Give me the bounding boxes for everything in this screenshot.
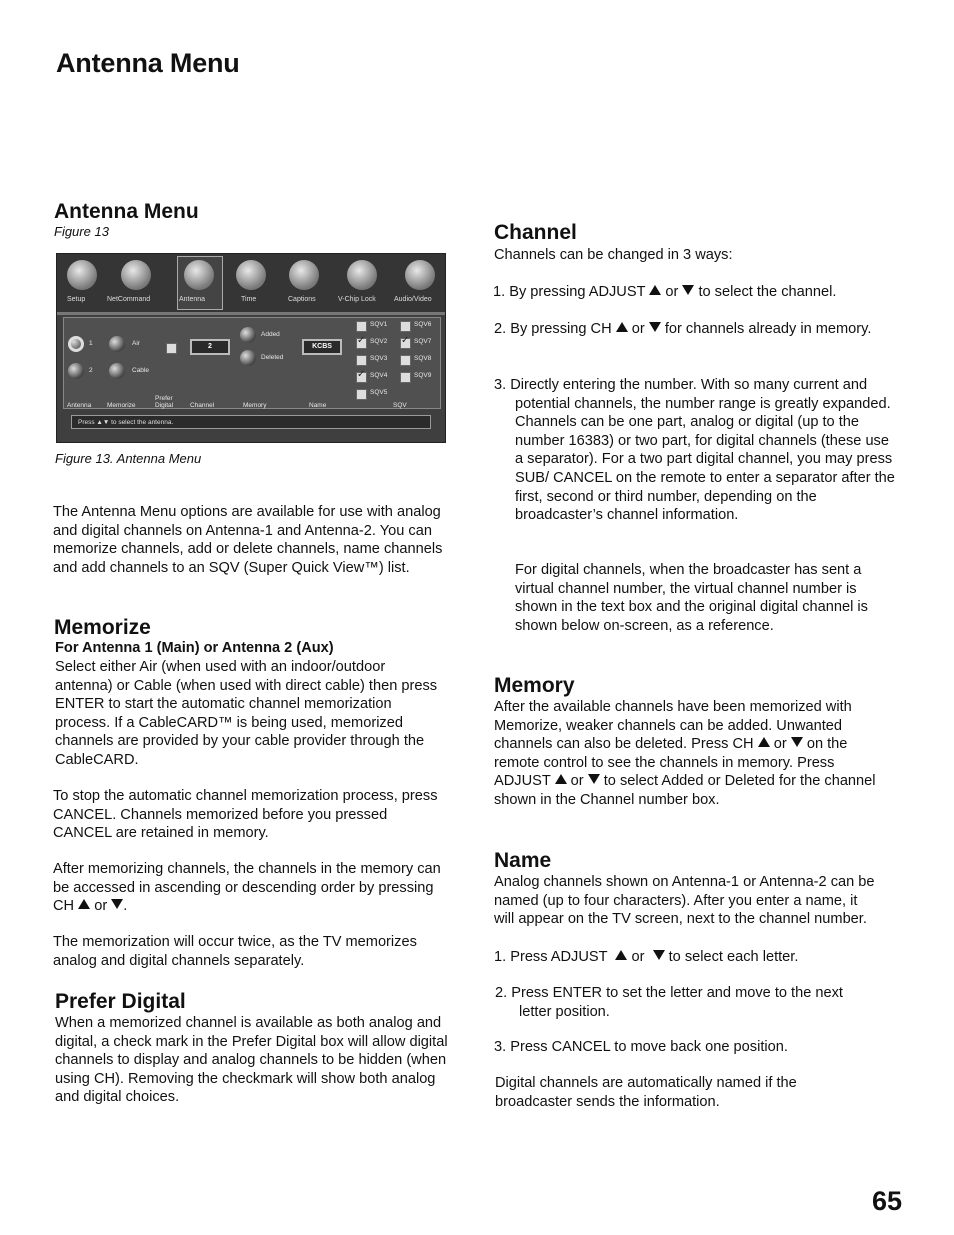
channel-name-box: KCBS bbox=[302, 339, 342, 355]
air-label: Air bbox=[132, 340, 140, 347]
sqv8-label: SQV8 bbox=[414, 355, 432, 362]
down-arrow-icon bbox=[111, 899, 123, 909]
sqv4-checkbox bbox=[356, 372, 367, 383]
memorize-paragraph-3 bbox=[53, 860, 449, 916]
page-number: 65 bbox=[871, 1186, 902, 1216]
sqv2-label: SQV2 bbox=[370, 338, 388, 345]
channel-heading: Channel bbox=[494, 221, 577, 244]
name-intro: Analog channels shown on Antenna-1 or Antenna-2 can be named (up to four characters). After you enter a name, it will appear on the TV screen, next to the channel number. bbox=[494, 874, 875, 928]
sqv2-checkbox bbox=[356, 338, 367, 349]
channel-method-2 bbox=[494, 320, 875, 339]
sqv3-label: SQV3 bbox=[370, 355, 388, 362]
menu-label-setup: Setup bbox=[67, 296, 86, 303]
up-arrow-icon bbox=[78, 899, 90, 909]
deleted-label: Deleted bbox=[261, 354, 284, 361]
sqv9-label: SQV9 bbox=[414, 372, 432, 379]
setup-icon bbox=[67, 260, 97, 290]
up-arrow-icon bbox=[615, 950, 627, 960]
memory-or-1: or bbox=[773, 736, 787, 753]
memorize-p3-or: or bbox=[94, 898, 108, 915]
intro-paragraph: The Antenna Menu options are available for use with analog and digital channels on Antenna-1 and Antenna-2. You can memorize channels, add or delete channels, name channels and add channels to an SQV (Super Quick View™) list. bbox=[53, 504, 443, 576]
col-label-antenna: Antenna bbox=[67, 402, 92, 409]
memory-or-2: or bbox=[570, 773, 584, 790]
memorize-subheading: For Antenna 1 (Main) or Antenna 2 (Aux) bbox=[55, 640, 334, 656]
time-icon bbox=[236, 260, 266, 290]
memorize-paragraph-2: To stop the automatic channel memorization process, press CANCEL. Channels memorized before you pressed CANCEL are retained in memory. bbox=[53, 788, 438, 842]
channel-method-1 bbox=[493, 283, 885, 302]
menu-label-antenna: Antenna bbox=[179, 296, 206, 303]
col-label-prefer-digital: Prefer Digital bbox=[155, 395, 174, 409]
sqv8-checkbox bbox=[400, 355, 411, 366]
figure-label: Figure 13 bbox=[54, 224, 109, 239]
sqv4-label: SQV4 bbox=[370, 372, 388, 379]
sqv3-checkbox bbox=[356, 355, 367, 366]
down-arrow-icon bbox=[649, 322, 661, 332]
channel-method-3: 3. Directly entering the number. With so many current and potential channels, the number range is greatly expanded. Channels can be one part, analog or digital (up to the number 16383) or two part, for digital channels (these use a separator). For a two part digital channel, you may press SUB/ CANCEL on the remote to enter a separator after the first, second or third number, depending on the broadcaster’s channel information. bbox=[494, 377, 895, 524]
figure-caption: Figure 13. Antenna Menu bbox=[55, 451, 202, 466]
menu-status-bar: Press ▲▼ to select the antenna. bbox=[71, 415, 431, 429]
channel-virtual-note: For digital channels, when the broadcaster has sent a virtual channel number, the virtual channel number is shown in the text box and the original digital channel is shown below on-screen, as a reference. bbox=[515, 562, 868, 634]
menu-label-netcommand: NetCommand bbox=[107, 296, 151, 303]
memory-heading: Memory bbox=[494, 674, 575, 697]
name-step-3: 3. Press CANCEL to move back one position. bbox=[494, 1039, 788, 1055]
sqv5-checkbox bbox=[356, 389, 367, 400]
channel-number-box: 2 bbox=[190, 339, 230, 355]
audio-video-icon bbox=[405, 260, 435, 290]
channel-method-1-text: 1. By pressing ADJUST bbox=[493, 284, 646, 300]
page-title: Antenna Menu bbox=[56, 48, 240, 78]
col-label-memory: Memory bbox=[243, 402, 267, 409]
menu-label-vchip: V-Chip Lock bbox=[338, 296, 376, 303]
antenna-icon bbox=[184, 260, 214, 290]
sqv9-checkbox bbox=[400, 372, 411, 383]
memory-text-1: After the available channels have been memorized with Memorize, weaker channels can be added. Unwanted channels can also be deleted. Press CH bbox=[494, 699, 852, 753]
cable-label: Cable bbox=[132, 367, 149, 374]
sqv6-label: SQV6 bbox=[414, 321, 432, 328]
memorize-p3-end: . bbox=[123, 898, 128, 915]
name-step-1-text: 1. Press ADJUST bbox=[494, 949, 608, 965]
prefer-digital-paragraph: When a memorized channel is available as both analog and digital, a check mark in the Prefer Digital box will allow digital channels to display and analog channels to be hidden (when using CH). Removing the checkmark will show both analog and digital choices. bbox=[55, 1015, 448, 1106]
channel-method-2-or: or bbox=[631, 321, 645, 337]
netcommand-icon bbox=[121, 260, 151, 290]
up-arrow-icon bbox=[616, 322, 628, 332]
lock-icon bbox=[347, 260, 377, 290]
col-label-name: Name bbox=[309, 402, 327, 409]
antenna-2-label: 2 bbox=[89, 367, 93, 374]
cable-radio bbox=[109, 363, 125, 379]
antenna-1-radio bbox=[68, 336, 84, 352]
sqv1-checkbox bbox=[356, 321, 367, 332]
prefer-digital-heading: Prefer Digital bbox=[55, 990, 186, 1013]
name-heading: Name bbox=[494, 849, 552, 872]
col-label-channel: Channel bbox=[190, 402, 215, 409]
memorize-heading: Memorize bbox=[54, 616, 151, 639]
menu-label-time: Time bbox=[241, 296, 257, 303]
menu-label-captions: Captions bbox=[288, 296, 316, 303]
sqv7-checkbox bbox=[400, 338, 411, 349]
prefer-digital-checkbox bbox=[166, 343, 177, 354]
antenna-2-radio bbox=[68, 363, 84, 379]
channel-intro: Channels can be changed in 3 ways: bbox=[494, 247, 733, 263]
antenna-menu-screenshot bbox=[56, 253, 446, 443]
channel-method-2-text: 2. By pressing CH bbox=[494, 321, 612, 337]
memorize-paragraph-1: Select either Air (when used with an indoor/outdoor antenna) or Cable (when used with direct cable) then press ENTER to start the automatic channel memorization process. If a CableCARD™ is being used, memorized channels are provided by your cable provider through the CableCARD. bbox=[55, 659, 438, 768]
added-radio bbox=[240, 327, 256, 343]
added-label: Added bbox=[261, 331, 280, 338]
captions-icon bbox=[289, 260, 319, 290]
name-step-2: 2. Press ENTER to set the letter and move to the next letter position. bbox=[495, 985, 843, 1020]
memorize-paragraph-4: The memorization will occur twice, as the TV memorizes analog and digital channels separately. bbox=[53, 934, 417, 969]
up-arrow-icon bbox=[649, 285, 661, 295]
name-outro: Digital channels are automatically named if the broadcaster sends the information. bbox=[495, 1075, 797, 1110]
air-radio bbox=[109, 336, 125, 352]
antenna-menu-heading: Antenna Menu bbox=[54, 200, 199, 223]
down-arrow-icon bbox=[682, 285, 694, 295]
memory-text-3: to select Added or Deleted for the channel shown in the Channel number box. bbox=[494, 773, 876, 808]
name-step-1-end: to select each letter. bbox=[668, 949, 799, 965]
name-step-1-or: or bbox=[631, 949, 645, 965]
col-label-sqv: SQV bbox=[393, 402, 407, 409]
up-arrow-icon bbox=[555, 774, 567, 784]
channel-method-1-or: or bbox=[665, 284, 679, 300]
memory-text-2: on the remote control to see the channels in memory. Press ADJUST bbox=[494, 736, 848, 790]
sqv7-label: SQV7 bbox=[414, 338, 432, 345]
down-arrow-icon bbox=[791, 737, 803, 747]
menu-icon-bar bbox=[57, 254, 445, 315]
menu-label-audio-video: Audio/Video bbox=[394, 296, 432, 303]
sqv1-label: SQV1 bbox=[370, 321, 388, 328]
memorize-p3-text: After memorizing channels, the channels in the memory can be accessed in ascending or descending order by pressing CH bbox=[53, 861, 441, 915]
antenna-1-label: 1 bbox=[89, 340, 93, 347]
deleted-radio bbox=[240, 350, 256, 366]
memory-paragraph bbox=[494, 698, 886, 810]
antenna-settings-panel bbox=[63, 317, 441, 409]
down-arrow-icon bbox=[588, 774, 600, 784]
channel-method-2-end: for channels already in memory. bbox=[664, 321, 872, 337]
channel-method-1-end: to select the channel. bbox=[698, 284, 837, 300]
down-arrow-icon bbox=[653, 950, 665, 960]
sqv6-checkbox bbox=[400, 321, 411, 332]
col-label-memorize: Memorize bbox=[107, 402, 136, 409]
sqv5-label: SQV5 bbox=[370, 389, 388, 396]
name-step-1 bbox=[494, 948, 886, 967]
up-arrow-icon bbox=[758, 737, 770, 747]
